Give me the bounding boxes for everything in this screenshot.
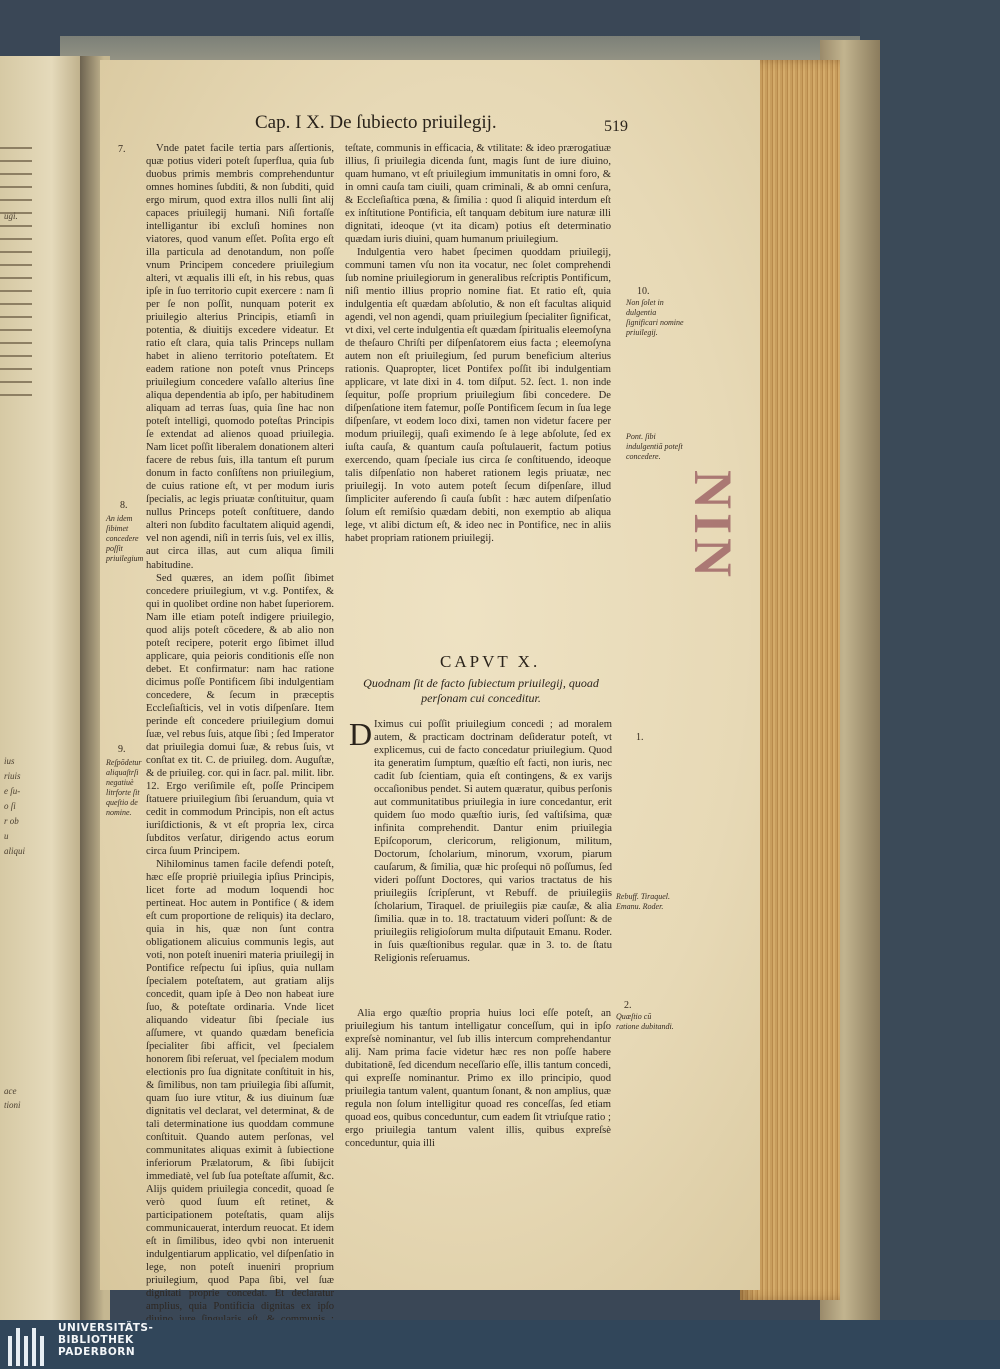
paragraph-number: 10. [637,286,650,297]
right-text-column-bottom [345,1007,611,1150]
paragraph: Vnde patet facile tertia pars aſſertionis, quæ potius videri poteſt ſuperflua, quia ſub duobus primis membris comprehenduntur omnes homines ſubditi, & non ſubditi, quid ergo mirum, quod extra illos nulli ſint alij capaces priuilegij humani. Niſi fortaſſe intelligantur ibi excluſi homines non viatores, quod vanum eſſet. Poſita ergo eſt illa particula ad denotandum, non poſſe vnum Principem concedere priuilegium alteri, vt æqualis illi eſt, in his rebus, quas ipſe in ſuo territorio cupit exercere : nam ſi per ſe non poſſit, nunquam poterit ex priuilegio alterius Principis, etiamſi in potentia, & diuitijs excedere videatur. Et ratio eſt clara, quia talis Princeps nullam habet in alieno territorio poteſtatem. Et eadem ratione non poteſt vnus Princeps priuilegium concedere vaſallo alterius ſine aliqua dependentia ab ipſo, per habitudinem aliquam ad terras ſuas, quia ſine hac non poteſt intelligi, quomodo poteſtas Principis ſe extendat ad alienos quoad priuilegia. Nam licet poſſit liberalem donationem alteri facere de rebus ſuis, illa tantum eſt purum donum in facto conſiſtens non priuilegium, de cuius ratione eſt, vt per modum iuris ſpecialis, ac legis priuatæ conſtituitur, quam nullus Princeps poteſt conſtituere, dando alteri non ſubdito facultatem aliquid agendi, vel non agendi, niſi in terris ſuis, vel ex illis, aut circa illas, aut cum aliqua ſimili habitudine. [146,143,334,571]
library-name-line-3: PADERBORN [58,1346,136,1358]
left-page-fragment [0,56,86,1320]
paragraph-number: 8. [120,500,128,511]
library-stamp: NIN [683,470,743,582]
left-fragment: aliqui [4,846,26,856]
paragraph-number: 9. [118,744,126,755]
library-logo-icon [8,1322,52,1366]
paragraph-number: 2. [624,1000,632,1011]
background [860,0,1000,1320]
paragraph: Sed quæres, an idem poſſit ſibimet concedere priuilegium, vt v.g. Pontifex, & qui in quolibet ordine non habet ſuperiorem. Nam ille etiam poteſt indigere priuilegio, quod alijs poteſt cōcedere, & ab alio non poteſt recipere, poterit ergo ſibimet illud applicare, quia peioris conditionis eſſe non debet. Et confirmatur: nam hac ratione dicimus poſſe Pontificem ſibi indulgentiam concedere, & ſecum in præceptis Eccleſiaſticis, vel in votis diſpenſare. Item perinde eſt concedere priuilegium domui ſuæ, vel rebus ſuis, atque ſibi ; ſed Imperator dat priuilegia domui ſuæ, & rebus ſuis, vt conſtat ex tit. C. de priuileg. dom. Auguſtæ, & de priuileg. cor. qui in ſacr. pal. milit. libr. 12. Ergo veriſimile eſt, poſſe Principem ſtatuere priuilegium ſibi ſeruandum, quia vt cedit in commodum Principis, non eſt actus iuriſdictionis, & vt eſt propria lex, circa ſubditos verſatur, dirigendo actus eorum circa ſuum Principem. [146,572,335,857]
running-title: Cap. I X. De ſubiecto priuilegij. [255,112,497,133]
right-text-column-top [345,142,611,545]
left-fragment: o ſi [4,801,16,811]
paragraph: Indulgentia vero habet ſpecimen quoddam priuilegij, communi tamen vſu non ita vocatur, nec ſolet comprehendi ſub nomine priuilegiorum in generalibus reſcriptis Pontificum, niſi mentio illius proprio nomine fiat. Et ratio eſt, quia indulgentia eſt quædam abſolutio, & non eſt facultas aliquid agendi, vel non agendi, quam priuilegium ſpecialiter ſignificat, vt dixi, vel certe indulgentia eſt quædam ſpiritualis eleemoſyna de theſauro Chriſti per diſpenſatorem eius facta ; eleemoſyna autem non eſt priuilegium, ſed purum beneficium alterius rationis. Quapropter, licet Pontifex poſſit ibi indulgentiam applicare, vt late dixi in 4. tom diſput. 52. ſect. 1. non inde ſequitur, poſſe proprium priuilegium ſibi concedere. De diſpenſatione item fatemur, poſſe Pontificem ſecum in ſua lege diſpenſare, vt eodem loco dixi, tamen non videtur facere per modum priuilegij, quaſi eximendo ſe à lege abſolute, ſed ex iuſta cauſa, & quantum cauſa poſtulauerit, factum potius exercendo, quam ſpeciale ius circa ſe conſtituendo, ideoque talis diſpenſatio non haberet rationem legis priuatæ, nec priuilegij. In voto autem poteſt ſecum diſpenſare, illud ſimpliciter auferendo ſi cauſa ſubſit : hæc autem diſpenſatio ſolum eſt remiſsio quædam debiti, non exemptio ab aliqua lege, vt alibi dictum eſt, & ideo nec in Pontifice, nec in aliis habet propriam rationem priuilegij. [345,247,611,545]
margin-note: Reſpōdetur aliquaſtrſi negatiuè litrforte ſit queſtio de nomine. [106,758,142,817]
paragraph-number: 1. [636,732,644,743]
left-fragment: ace [4,1086,17,1096]
left-fragment: r ob [4,816,19,826]
paragraph-number: 7. [118,144,126,155]
margin-note: Pont. ſibi indulgentiā poteſt concedere. [626,432,683,461]
drop-cap: D [349,716,373,752]
left-text-column [146,142,334,1339]
paragraph: Alia ergo quæſtio propria huius loci eſſe poteſt, an priuilegium his tantum intelligatur conceſſum, qui in ipſo expreſsè nominantur, vel ſub illis intercum comprehendantur alij. Nam prima facie videtur hæc res non poſſe habere dubitationē, ſed dicendum neceſſario eſſe, illis tantum concedi, qui expreſſe nominantur. Primo ex illo principio, quod priuilegia tantum valent, quantum ſonant, & non amplius, quæ regula non ſolum intelligitur quoad res conceſſas, ſed etiam quoad eos, quibus conceduntur, cum eadem ſit vtriuſque ratio ; ergo priuilegia tantum valent illis, quibus expreſsè conceduntur, quia illi [345,1008,611,1150]
library-name-line-2: BIBLIOTHEK [58,1334,134,1346]
left-fragment: e ſu- [4,786,21,796]
library-name-line-1: UNIVERSITÄTS- [58,1322,154,1334]
page-number: 519 [604,118,628,135]
paragraph: Iximus cui poſſit priuilegium concedi ; ad moralem autem, & practicam doctrinam deſideratur poteſt, vt explicemus, cui de facto concedatur priuilegium. Quod ita generatim ſumptum, quæſtio eſt facti, non iuris, nec cadit ſub ſcientiam, quia eſt contingens, & ex varijs occaſionibus pendet. Si autem quæratur, quibus perſonis aut communitatibus priuilegia in iure concedantur, erit quidem ſuo modo quæſtio iuris, ſed vaſtiſsima, quæ infinita comprehendit. Dantur enim priuilegia Epiſcoporum, clericorum, religionum, militum, Doctorum, ſcholarium, minorum, vxorum, piarum cauſarum, & ſimilia, quæ hic proſequi nō poſſumus, ſed videri poſſunt Doctores, qui varios tractatus de his priuilegiis ſcripſerunt, vt Rebuff. de priuilegiis ſcholarium, Tiraquel. de priuilegiis piæ cauſæ, & alia ſimilia. quæ in to. 18. tractatuum videri poſſunt: & de priuilegiis religioſorum multa diſputauit Emanu. Roder. in ſuis quæſtionibus regular. quæ in 3. to. de ſtatu Religionis reſeruamus. [374,719,612,965]
chapter-title: CAPVT X. [440,652,541,671]
margin-note: Rebuff. Tiraquel. Emanu. Roder. [616,892,670,911]
margin-note: Non ſolet in dulgentia ſignificari nomine priuilegij. [626,298,684,337]
paragraph: teſtate, communis in efficacia, & vtilitate: & ideo prærogatiuæ illius, ſi priuilegia dicenda ſunt, magis ſunt de iure diuino, quam humano, vt eſt priuilegium immunitatis in omni foro, & in omni cauſa tam ciuili, quam criminali, & ab omni cenſura, & Eccleſiaſtica pœna, & ſimilia : quod ſi aliquid interdum eſt ex inſtitutione Pontificia, eſt tanquam debitum iure naturæ illi dignitati, ideoque (vt ita dicam) potius eſt determinatio quædam iuris diuini, quam humanum priuilegium. [345,143,611,246]
right-text-column-intro [374,718,612,965]
margin-note: An idem ſibimet concedere poſſit priuilegium [106,514,144,563]
left-fragment: ius [4,756,15,766]
left-fragment: tioni [4,1100,21,1110]
left-fragment: ugi. [4,211,18,221]
left-page-text-lines [0,136,40,407]
paragraph: Nihilominus tamen facile defendi poteſt, hæc eſſe propriè priuilegia ipſius Principis, licet forte ad modum loquendi hoc pertineat. Hoc autem in Pontifice ( & idem eſt cum proportione de reliquis) ita declaro, quia in his, quæ non ſunt contra obligationem alicuius communis legis, aut voti, non poteſt inueniri materia priuilegij in Pontifice reſpectu ſui ipſius, quia nullam ſpecialem poteſtatem, aut gratiam alijs concedit, quam ipſe à Deo non habeat iure ſuo, & poteſtate ordinaria. Vnde licet aliquando videatur ſibi ſpeciale ius aſſumere, vt quando quædam beneficia ſpecialiter ſibi afficit, vel ſpecialem honorem ſibi reſeruat, vel ſpecialem modum electionis pro ſua dignitate conſtituit in his, & ſimilibus, non tam priuilegia ſibi aſſumit, quam ſuo iure vtitur, & ius diuinum ſuæ dignitatis vel declarat, vel determinat, & de tali determinatione ius quoddam commune conſtituit. Quando autem perſonas, vel communitates aliquas eximit à ſubiectione inferiorum Prælatorum, & ſibi ſubijcit immediatè, vel ſub ſua poteſtate aſſumit, &c. Alijs quidem priuilegia concedit, quoad ſe verò quod ſuum eſt retinet, & participationem poteſtatis, quam alijs communicauerat, interdum reuocat. Et idem eſt in ſimilibus, ideo qvbi non interuenit indulgentiarum applicatio, vel diſpenſatio in lege, non poteſt inueniri proprium priuilegium, quod Papa ſibi, vel ſuæ dignitati proprie concedat. Et declaratur amplius, quia Pontificia dignitas ex ipſo [146,858,334,1313]
chapter-subtitle: Quodnam ſit de facto ſubiectum priuilegij, quoad perſonam cui conceditur. [363,676,599,705]
left-fragment: riuis [4,771,21,781]
left-fragment: u [4,831,9,841]
margin-note: Quæſtio cū ratione dubitandi. [616,1012,674,1031]
